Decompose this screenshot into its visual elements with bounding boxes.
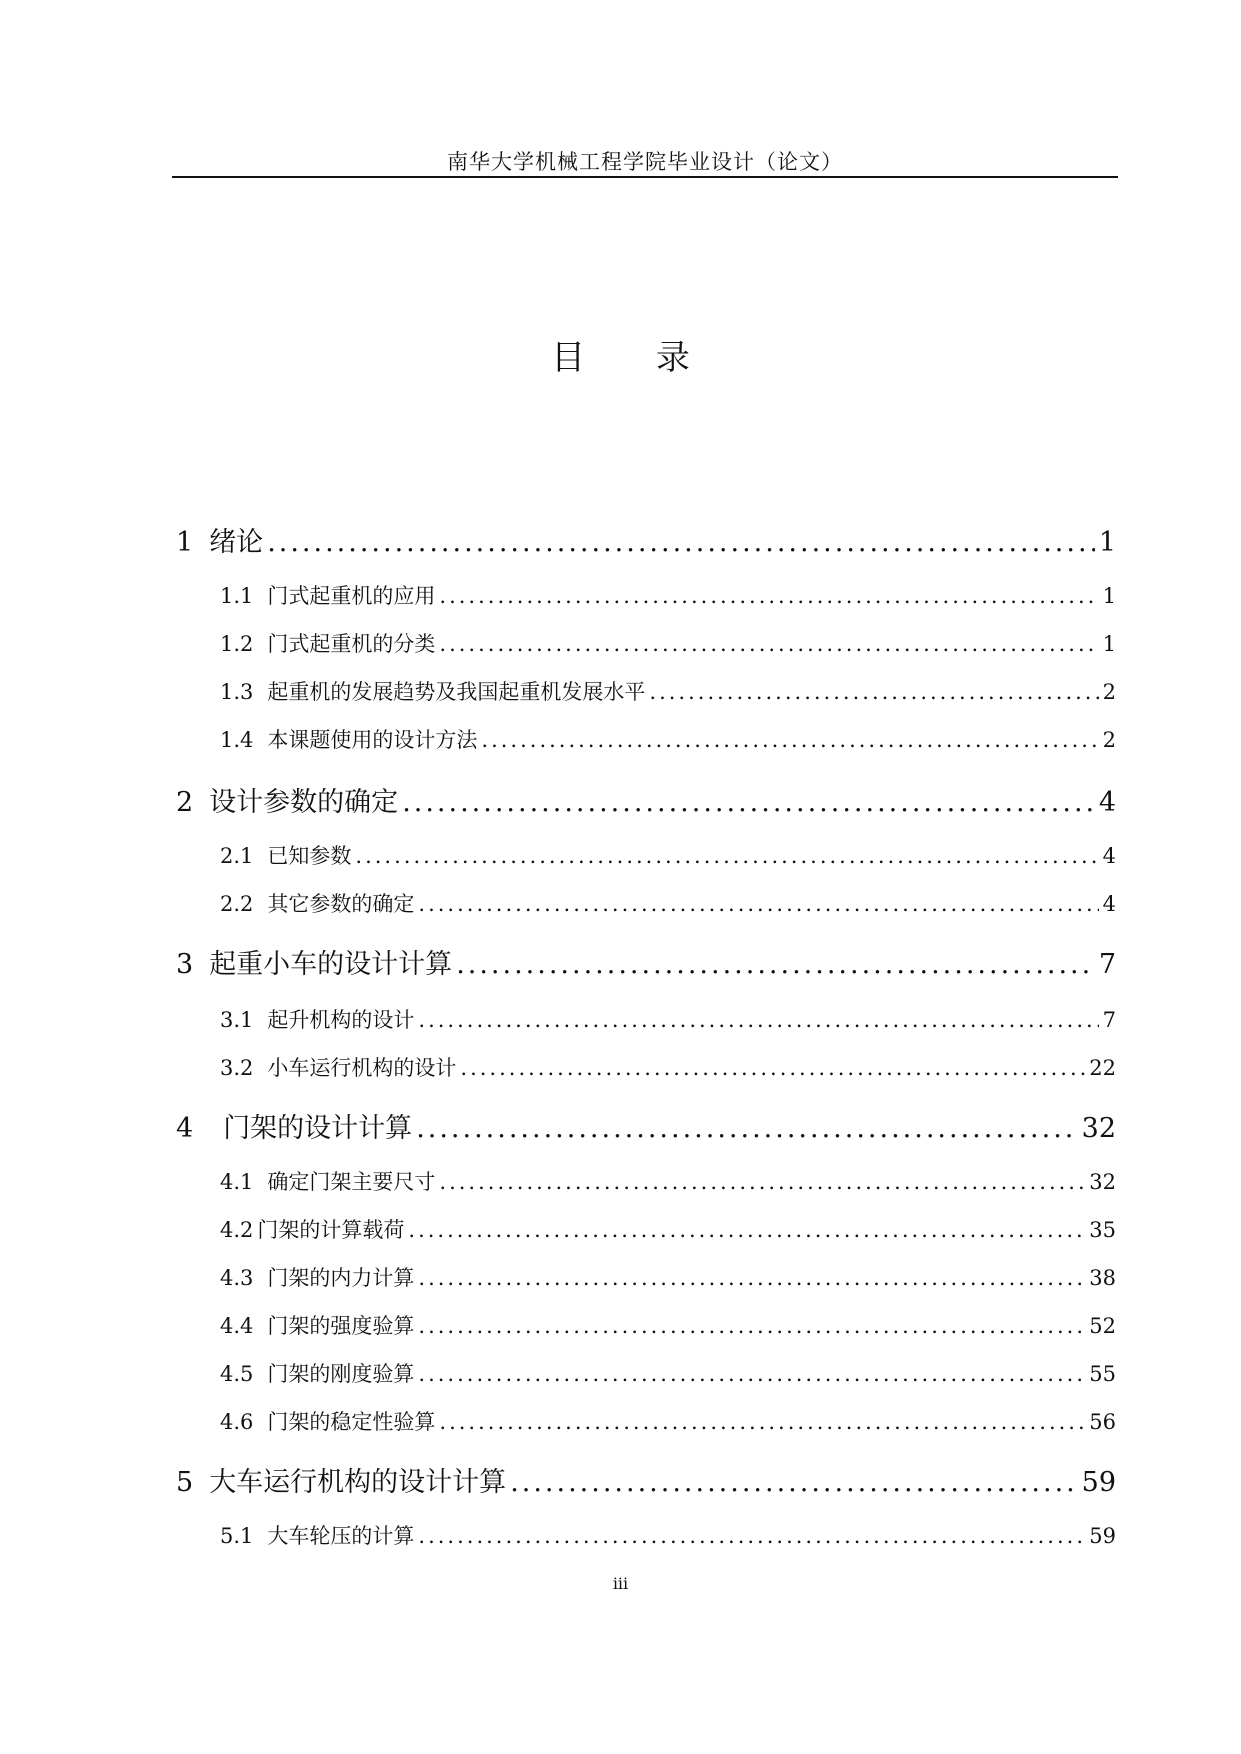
toc-entry-page: 2: [1102, 728, 1116, 752]
toc-entry-number: 1: [176, 527, 194, 558]
toc-leader-dots: [267, 527, 1095, 558]
toc-entry-title: 确定门架主要尺寸: [267, 1170, 436, 1194]
toc-entry-title: 起升机构的设计: [267, 1008, 415, 1032]
toc-entry-page: 1: [1102, 632, 1116, 656]
toc-entry-title: 门架的强度验算: [267, 1314, 415, 1338]
toc-entry-4-5[interactable]: [220, 1358, 1116, 1388]
toc-entry-page: 4: [1098, 787, 1116, 818]
toc-leader-dots: [408, 1218, 1085, 1242]
toc-leader-dots: [402, 787, 1095, 818]
toc-entry-number: 5.1: [220, 1524, 254, 1548]
toc-entry-number: 1.4: [220, 728, 254, 752]
toc-entry-number: 2: [176, 787, 194, 818]
toc-entry-number: 2.1: [220, 844, 254, 868]
toc-entry-title: 大车运行机构的设计计算: [209, 1467, 507, 1498]
toc-leader-dots: [418, 1266, 1085, 1290]
toc-entry-4-1[interactable]: [220, 1166, 1116, 1196]
toc-entry-number: 4: [176, 1113, 194, 1144]
toc-entry-4-6[interactable]: [220, 1406, 1116, 1436]
toc-entry-number: 3.1: [220, 1008, 254, 1032]
toc-leader-dots: [510, 1467, 1077, 1498]
toc-entry-page: 22: [1089, 1056, 1116, 1080]
toc-entry-number: 3: [176, 949, 194, 980]
toc-entry-1-1[interactable]: [220, 580, 1116, 610]
toc-entry-3-1[interactable]: [220, 1004, 1116, 1034]
toc-entry-page: 55: [1089, 1362, 1116, 1386]
toc-entry-page: 4: [1102, 892, 1116, 916]
toc-leader-dots: [481, 728, 1098, 752]
header-rule: [172, 176, 1118, 178]
toc-entry-number: 4.3: [220, 1266, 254, 1290]
toc-leader-dots: [460, 1056, 1085, 1080]
toc-entry-title: 门架的计算载荷: [257, 1218, 405, 1242]
toc-entry-page: 1: [1098, 527, 1116, 558]
toc-entry-page: 52: [1089, 1314, 1116, 1338]
toc-entry-page: 2: [1102, 680, 1116, 704]
toc-entry-number: 4.4: [220, 1314, 254, 1338]
toc-entry-page: 38: [1089, 1266, 1116, 1290]
toc-entry-4-4[interactable]: [220, 1310, 1116, 1340]
toc-entry-number: 2.2: [220, 892, 254, 916]
toc-entry-number: 1.3: [220, 680, 254, 704]
toc-entry-2-1[interactable]: [220, 840, 1116, 870]
toc-entry-4-2[interactable]: [220, 1214, 1116, 1244]
toc-leader-dots: [439, 1410, 1085, 1434]
toc-entry-number: 4.6: [220, 1410, 254, 1434]
toc-entry-page: 35: [1089, 1218, 1116, 1242]
page-number: iii: [612, 1574, 629, 1593]
toc-entry-4-3[interactable]: [220, 1262, 1116, 1292]
toc-leader-dots: [439, 584, 1098, 608]
toc-leader-dots: [418, 1314, 1085, 1338]
toc-leader-dots: [649, 680, 1098, 704]
toc-entry-page: 32: [1081, 1113, 1116, 1144]
toc-leader-dots: [418, 892, 1098, 916]
toc-entry-page: 59: [1089, 1524, 1116, 1548]
toc-entry-page: 7: [1102, 1008, 1116, 1032]
toc-entry-2-2[interactable]: [220, 888, 1116, 918]
toc-entry-number: 4.1: [220, 1170, 254, 1194]
toc-entry-number: 1.1: [220, 584, 254, 608]
toc-entry-title: 门架的刚度验算: [267, 1362, 415, 1386]
toc-entry-title: 起重机的发展趋势及我国起重机发展水平: [267, 680, 646, 704]
toc-leader-dots: [418, 1362, 1085, 1386]
toc-leader-dots: [418, 1008, 1098, 1032]
toc-entry-page: 56: [1089, 1410, 1116, 1434]
toc-leader-dots: [416, 1113, 1077, 1144]
toc-entry-title: 设计参数的确定: [209, 787, 399, 818]
toc-leader-dots: [439, 632, 1098, 656]
toc-entry-number: 4.2: [220, 1218, 254, 1242]
toc-leader-dots: [439, 1170, 1085, 1194]
toc-entry-page: 1: [1102, 584, 1116, 608]
toc-entry-2[interactable]: [176, 780, 1116, 819]
toc-entry-4[interactable]: [176, 1106, 1116, 1145]
toc-entry-title: 门架的内力计算: [267, 1266, 415, 1290]
toc-entry-title: 本课题使用的设计方法: [267, 728, 478, 752]
toc-leader-dots: [418, 1524, 1085, 1548]
toc-leader-dots: [456, 949, 1095, 980]
toc-entry-number: 4.5: [220, 1362, 254, 1386]
toc-entry-1[interactable]: [176, 520, 1116, 559]
page-header: 南华大学机械工程学院毕业设计（论文）: [447, 150, 843, 174]
toc-entry-5[interactable]: [176, 1460, 1116, 1499]
toc-entry-title: 门式起重机的应用: [267, 584, 436, 608]
toc-entry-title: 门架的设计计算: [223, 1113, 413, 1144]
toc-entry-title: 其它参数的确定: [267, 892, 415, 916]
toc-entry-page: 59: [1081, 1467, 1116, 1498]
toc-entry-title: 门架的稳定性验算: [267, 1410, 436, 1434]
toc-entry-1-3[interactable]: [220, 676, 1116, 706]
toc-entry-number: 3.2: [220, 1056, 254, 1080]
toc-title: 目 录: [551, 338, 720, 378]
toc-entry-3-2[interactable]: [220, 1052, 1116, 1082]
toc-entry-title: 已知参数: [267, 844, 352, 868]
toc-entry-title: 大车轮压的计算: [267, 1524, 415, 1548]
toc-entry-1-4[interactable]: [220, 724, 1116, 754]
toc-leader-dots: [355, 844, 1098, 868]
toc-entry-page: 32: [1089, 1170, 1116, 1194]
toc-entry-number: 5: [176, 1467, 194, 1498]
toc-entry-title: 起重小车的设计计算: [209, 949, 453, 980]
toc-entry-page: 7: [1098, 949, 1116, 980]
toc-entry-1-2[interactable]: [220, 628, 1116, 658]
toc-entry-page: 4: [1102, 844, 1116, 868]
toc-entry-title: 门式起重机的分类: [267, 632, 436, 656]
toc-entry-number: 1.2: [220, 632, 254, 656]
toc-entry-3[interactable]: [176, 942, 1116, 981]
toc-entry-5-1[interactable]: [220, 1520, 1116, 1550]
toc-entry-title: 绪论: [209, 527, 264, 558]
toc-entry-title: 小车运行机构的设计: [267, 1056, 457, 1080]
